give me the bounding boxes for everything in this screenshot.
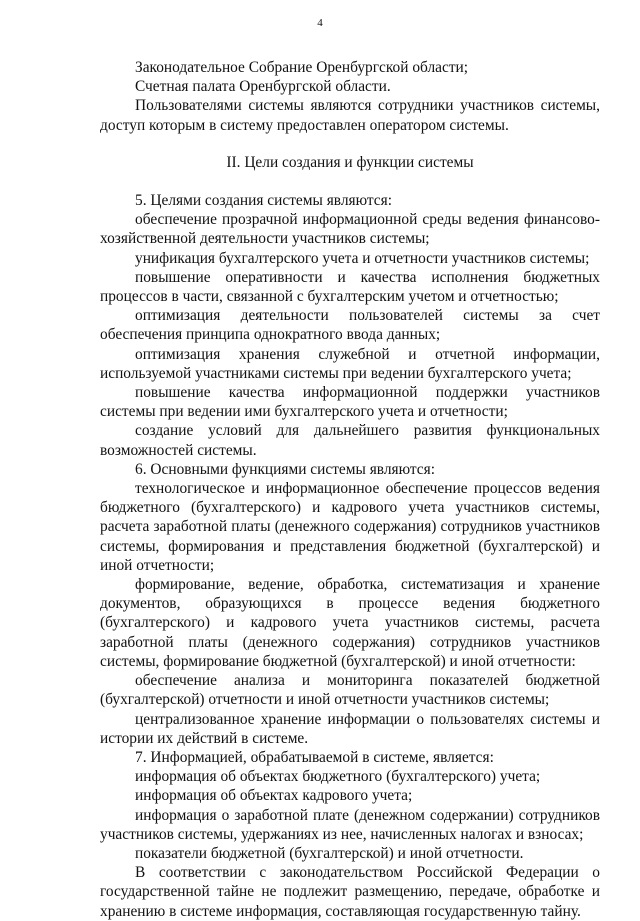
page-number: 4: [317, 17, 323, 29]
paragraph: повышение качества информационной поддержки участников системы при ведении ими бухгалтерского учета и отчетности;: [100, 384, 600, 421]
paragraph: централизованное хранение информации о пользователях системы и истории их действий в системе.: [100, 710, 600, 747]
document-body: [100, 58, 600, 921]
paragraph: оптимизация деятельности пользователей системы за счет обеспечения принципа однократного ввода данных;: [100, 307, 600, 344]
paragraph: Счетная палата Оренбургской области.: [135, 78, 391, 96]
paragraph: В соответствии с законодательством Российской Федерации о государственной тайне не подлежит размещению, передаче, обработке и хранению в системе информация, составляющая государственную тайну.: [100, 864, 600, 920]
paragraph: обеспечение прозрачной информационной среды ведения финансово-хозяйственной деятельности участников системы;: [100, 211, 600, 248]
paragraph: Пользователями системы являются сотрудники участников системы, доступ которым в систему предоставлен оператором системы.: [100, 97, 600, 134]
paragraph: информация об объектах кадрового учета;: [135, 787, 413, 805]
section-heading: II. Цели создания и функции системы: [226, 153, 474, 171]
paragraph: оптимизация хранения служебной и отчетной информации, используемой участниками системы при ведении бухгалтерского учета;: [100, 345, 600, 382]
paragraph: технологическое и информационное обеспечение процессов ведения бюджетного (бухгалтерского) и кадрового учета участников системы, расчета заработной платы (денежного содержания) сотрудников участников системы, формирования и представления бюджетной (бухгалтерской) и иной отчетности;: [100, 480, 600, 574]
paragraph: информация о заработной плате (денежном содержании) сотрудников участников системы, удержаниях из нее, начисленных налогах и взносах;: [100, 806, 600, 843]
paragraph: 6. Основными функциями системы являются:: [135, 460, 435, 478]
paragraph: повышение оперативности и качества исполнения бюджетных процессов в части, связанной с бухгалтерским учетом и отчетностью;: [100, 268, 600, 306]
paragraph: унификация бухгалтерского учета и отчетности участников системы;: [135, 249, 590, 267]
paragraph: создание условий для дальнейшего развития функциональных возможностей системы.: [100, 422, 600, 459]
paragraph: формирование, ведение, обработка, систематизация и хранение документов, образующихся в процессе ведения бюджетного (бухгалтерского) и кадрового учета участников системы, расчета заработной платы (денежного содержания) сотрудников участников системы, формирование бюджетной (бухгалтерской) и иной отчетности:: [100, 576, 600, 670]
paragraph: 5. Целями создания системы являются:: [135, 192, 392, 210]
paragraph: информация об объектах бюджетного (бухгалтерского) учета;: [135, 768, 541, 786]
paragraph: показатели бюджетной (бухгалтерской) и иной отчетности.: [135, 844, 524, 862]
paragraph: обеспечение анализа и мониторинга показателей бюджетной (бухгалтерской) отчетности и иной отчетности участников системы;: [100, 672, 600, 709]
paragraph: 7. Информацией, обрабатываемой в системе, является:: [135, 748, 494, 766]
paragraph: Законодательное Собрание Оренбургской области;: [135, 59, 469, 76]
